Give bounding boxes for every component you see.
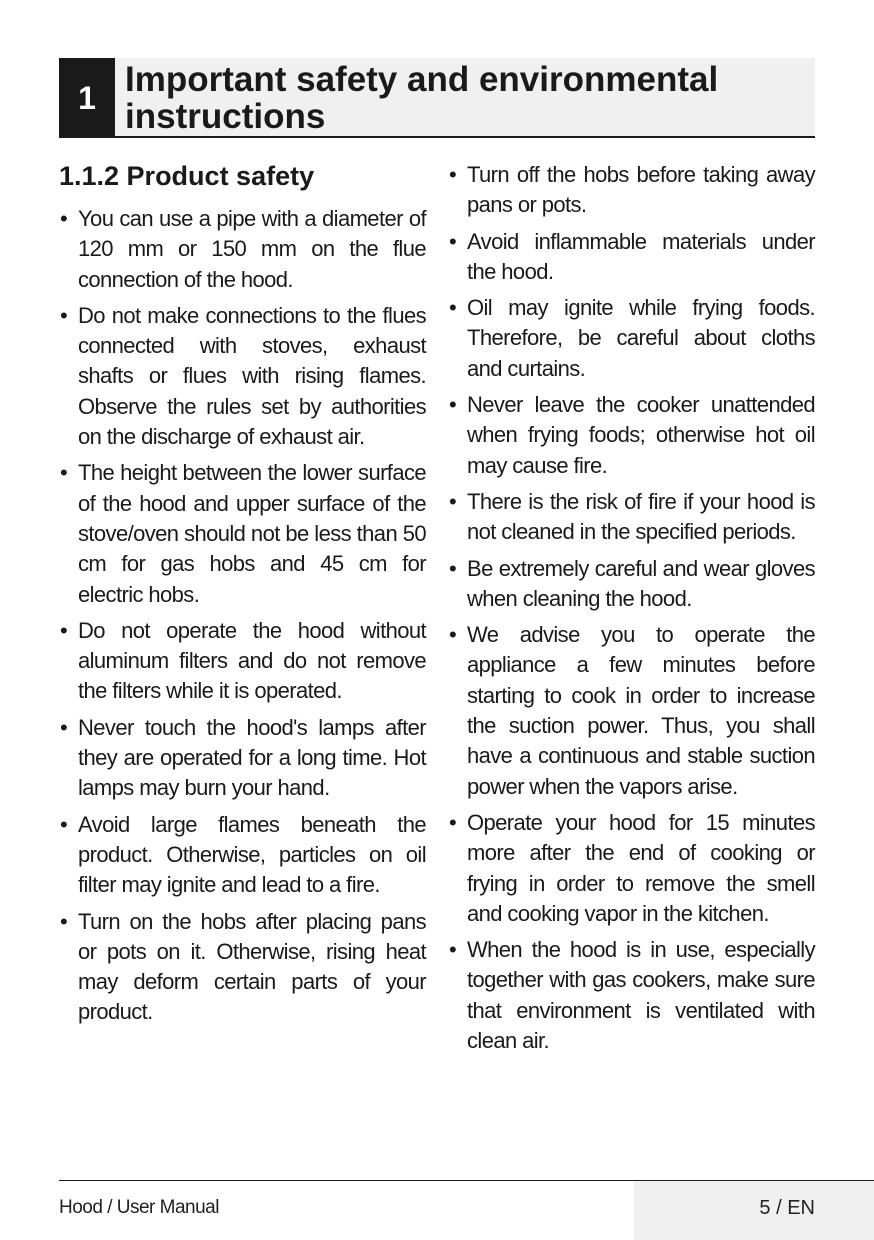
bullet-icon: • bbox=[60, 714, 68, 740]
bullet-icon: • bbox=[60, 617, 68, 643]
bullet-icon: • bbox=[449, 295, 457, 321]
bullet-icon: • bbox=[60, 302, 68, 328]
list-item bbox=[448, 390, 815, 481]
list-item bbox=[448, 160, 815, 221]
list-item bbox=[59, 713, 426, 804]
bullet-icon: • bbox=[449, 488, 457, 514]
bullet-icon: • bbox=[449, 622, 457, 648]
list-item bbox=[448, 227, 815, 288]
bullet-icon: • bbox=[449, 555, 457, 581]
list-item-text: You can use a pipe with a diameter of 120 mm or 150 mm on the flue connection of the hood. bbox=[78, 206, 426, 292]
list-item-text: We advise you to operate the appliance a few minutes before starting to cook in order to increase the suction power. Thus, you shall have a continuous and stable suction power when the vapors arise. bbox=[467, 622, 815, 799]
list-item-text: The height between the lower surface of the hood and upper surface of the stove/oven should not be less than 50 cm for gas hobs and 45 cm for electric hobs. bbox=[78, 460, 426, 607]
list-item-text: Oil may ignite while frying foods. Therefore, be careful about cloths and curtains. bbox=[467, 295, 815, 381]
list-item-text: When the hood is in use, especially together with gas cookers, make sure that environment is ventilated with clean air. bbox=[467, 937, 815, 1054]
list-item bbox=[448, 554, 815, 615]
bullet-icon: • bbox=[60, 811, 68, 837]
list-item-text: Avoid inflammable materials under the hood. bbox=[467, 228, 815, 284]
footer-page-box bbox=[634, 1181, 874, 1240]
list-item bbox=[59, 458, 426, 609]
list-item bbox=[448, 935, 815, 1056]
list-item-text: There is the risk of fire if your hood is not cleaned in the specified periods. bbox=[467, 488, 815, 545]
bullet-icon: • bbox=[60, 206, 68, 231]
list-item-text: Do not operate the hood without aluminum filters and do not remove the filters while it is operated. bbox=[78, 617, 426, 704]
right-column bbox=[448, 152, 815, 1062]
section-title: 1.1.2 Product safety bbox=[59, 161, 315, 191]
list-item-text: Avoid large flames beneath the product. Otherwise, particles on oil filter may ignite and lead to a fire. bbox=[78, 811, 426, 898]
list-item-text: Turn off the hobs before taking away pans or pots. bbox=[467, 162, 815, 218]
bullet-icon: • bbox=[449, 162, 457, 187]
bullet-icon: • bbox=[60, 460, 68, 486]
bullet-icon: • bbox=[449, 809, 457, 835]
list-item bbox=[448, 293, 815, 384]
bullet-icon: • bbox=[449, 392, 457, 418]
chapter-title: Important safety and environmental instructions bbox=[125, 60, 719, 136]
left-bullet-list bbox=[59, 204, 426, 1028]
list-item bbox=[448, 620, 815, 802]
right-bullet-list bbox=[448, 160, 815, 1056]
list-item-text: Turn on the hobs after placing pans or pots on it. Otherwise, rising heat may deform certain parts of your product. bbox=[78, 908, 426, 1025]
list-item-text: Do not make connections to the flues connected with stoves, exhaust shafts or flues with rising flames. Observe the rules set by authorities on the discharge of exhaust air. bbox=[78, 302, 426, 450]
bullet-icon: • bbox=[60, 908, 68, 934]
list-item bbox=[448, 487, 815, 548]
list-item bbox=[59, 301, 426, 452]
bullet-icon: • bbox=[449, 228, 457, 254]
bullet-icon: • bbox=[449, 937, 457, 963]
list-item bbox=[59, 907, 426, 1028]
list-item-text: Operate your hood for 15 minutes more after the end of cooking or frying in order to remove the smell and cooking vapor in the kitchen. bbox=[467, 809, 815, 926]
chapter-number: 1 bbox=[59, 58, 115, 138]
chapter-header bbox=[59, 58, 815, 138]
list-item bbox=[59, 810, 426, 901]
list-item-text: Never leave the cooker unattended when frying foods; otherwise hot oil may cause fire. bbox=[467, 392, 815, 478]
list-item bbox=[59, 204, 426, 295]
footer-page-number: 5 / EN bbox=[759, 1197, 815, 1219]
footer-document-title: Hood / User Manual bbox=[59, 1197, 219, 1218]
list-item-text: Never touch the hood's lamps after they are operated for a long time. Hot lamps may burn your hand. bbox=[78, 714, 426, 801]
list-item bbox=[59, 616, 426, 707]
left-column bbox=[59, 152, 426, 1034]
list-item-text: Be extremely careful and wear gloves when cleaning the hood. bbox=[467, 555, 815, 611]
list-item bbox=[448, 808, 815, 929]
